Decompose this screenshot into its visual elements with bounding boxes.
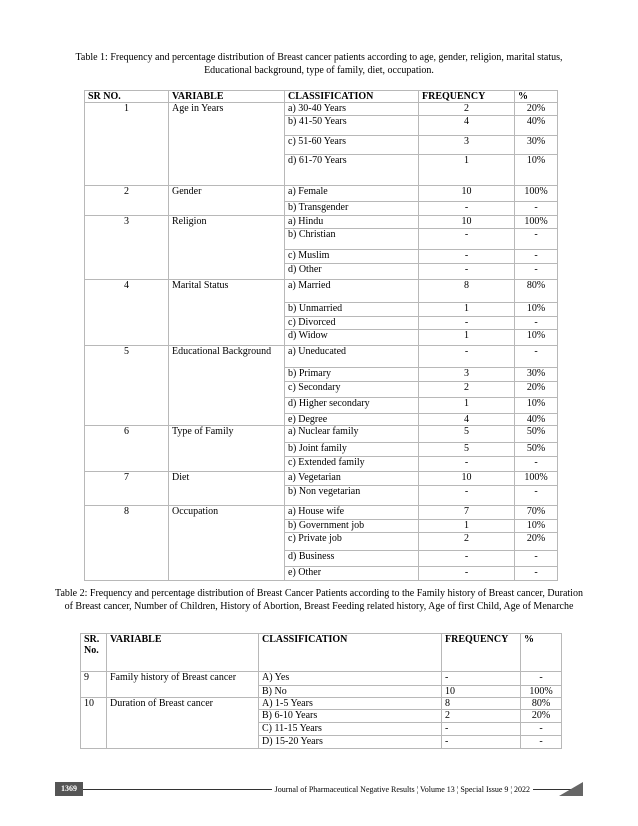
percent-cell: -	[515, 457, 558, 472]
frequency-cell: 4	[419, 414, 515, 426]
percent-cell: 50%	[515, 443, 558, 457]
table1-row	[85, 506, 558, 520]
classification-cell: A) 1-5 Years	[259, 698, 442, 710]
classification-cell: d) 61-70 Years	[285, 155, 419, 186]
variable-cell: Religion	[169, 216, 285, 280]
classification-cell: a) Nuclear family	[285, 426, 419, 443]
table2-row	[81, 698, 562, 710]
classification-cell: a) House wife	[285, 506, 419, 520]
table1-header-percent: %	[515, 91, 558, 103]
classification-cell: c) Secondary	[285, 382, 419, 398]
frequency-cell: -	[419, 346, 515, 368]
frequency-cell: 1	[419, 520, 515, 533]
frequency-cell: 1	[419, 155, 515, 186]
classification-cell: a) Vegetarian	[285, 472, 419, 486]
frequency-cell: 8	[442, 698, 521, 710]
table1-header-classification: CLASSIFICATION	[285, 91, 419, 103]
frequency-cell: 2	[419, 382, 515, 398]
frequency-cell: -	[419, 229, 515, 250]
percent-cell: 100%	[515, 472, 558, 486]
classification-cell: B) 6-10 Years	[259, 710, 442, 723]
sr-no-cell: 2	[85, 186, 169, 216]
classification-cell: d) Business	[285, 551, 419, 567]
variable-cell: Family history of Breast cancer	[107, 672, 259, 698]
classification-cell: a) Hindu	[285, 216, 419, 229]
percent-cell: -	[515, 486, 558, 506]
classification-cell: e) Degree	[285, 414, 419, 426]
frequency-cell: -	[442, 672, 521, 686]
table1-row	[85, 186, 558, 202]
percent-cell: -	[515, 229, 558, 250]
percent-cell: 20%	[515, 103, 558, 116]
percent-cell: 10%	[515, 398, 558, 414]
variable-cell: Age in Years	[169, 103, 285, 186]
classification-cell: b) Primary	[285, 368, 419, 382]
frequency-cell: -	[419, 264, 515, 280]
classification-cell: b) Christian	[285, 229, 419, 250]
percent-cell: -	[521, 723, 562, 736]
percent-cell: 10%	[515, 520, 558, 533]
percent-cell: -	[515, 567, 558, 581]
classification-cell: c) Extended family	[285, 457, 419, 472]
frequency-cell: -	[419, 457, 515, 472]
percent-cell: 20%	[521, 710, 562, 723]
frequency-cell: 1	[419, 303, 515, 317]
frequency-cell: -	[419, 551, 515, 567]
frequency-cell: 10	[419, 472, 515, 486]
frequency-cell: 7	[419, 506, 515, 520]
frequency-cell: 2	[419, 533, 515, 551]
classification-cell: d) Widow	[285, 330, 419, 346]
table1-row	[85, 472, 558, 486]
table1-row	[85, 216, 558, 229]
percent-cell: -	[515, 551, 558, 567]
journal-info: Journal of Pharmaceutical Negative Results ¦ Volume 13 ¦ Special Issue 9 ¦ 2022	[272, 785, 533, 794]
percent-cell: 100%	[521, 686, 562, 698]
frequency-cell: -	[442, 736, 521, 749]
sr-no-cell: 9	[81, 672, 107, 698]
variable-cell: Occupation	[169, 506, 285, 581]
variable-cell: Duration of Breast cancer	[107, 698, 259, 749]
table1-row	[85, 426, 558, 443]
percent-cell: -	[515, 202, 558, 216]
frequency-cell: -	[442, 723, 521, 736]
classification-cell: c) Private job	[285, 533, 419, 551]
classification-cell: c) Muslim	[285, 250, 419, 264]
percent-cell: 40%	[515, 414, 558, 426]
percent-cell: -	[515, 346, 558, 368]
sr-no-cell: 4	[85, 280, 169, 346]
percent-cell: 30%	[515, 368, 558, 382]
frequency-cell: 8	[419, 280, 515, 303]
sr-no-cell: 3	[85, 216, 169, 280]
percent-cell: -	[521, 672, 562, 686]
table1-row	[85, 346, 558, 368]
percent-cell: -	[515, 264, 558, 280]
classification-cell: a) Uneducated	[285, 346, 419, 368]
table2	[80, 633, 562, 749]
table1-header-sr: SR NO.	[85, 91, 169, 103]
classification-cell: b) Government job	[285, 520, 419, 533]
classification-cell: A) Yes	[259, 672, 442, 686]
page-footer	[55, 782, 583, 796]
frequency-cell: -	[419, 202, 515, 216]
table1-header-variable: VARIABLE	[169, 91, 285, 103]
frequency-cell: -	[419, 317, 515, 330]
variable-cell: Gender	[169, 186, 285, 216]
percent-cell: -	[521, 736, 562, 749]
table1-row	[85, 280, 558, 303]
frequency-cell: 4	[419, 116, 515, 136]
sr-no-cell: 10	[81, 698, 107, 749]
table2-caption: Table 2: Frequency and percentage distribution of Breast Cancer Patients according to the Family history of Breast cancer, Duration of Breast cancer, Number of Children, History of Abortion, Breast Feeding related history, Age of first Child, Age of Menarche	[55, 588, 583, 612]
table2-header-classification: CLASSIFICATION	[259, 634, 442, 672]
percent-cell: 10%	[515, 330, 558, 346]
classification-cell: d) Other	[285, 264, 419, 280]
table2-header-variable: VARIABLE	[107, 634, 259, 672]
percent-cell: 100%	[515, 186, 558, 202]
classification-cell: a) Married	[285, 280, 419, 303]
frequency-cell: 10	[442, 686, 521, 698]
percent-cell: 40%	[515, 116, 558, 136]
classification-cell: b) Non vegetarian	[285, 486, 419, 506]
sr-no-cell: 6	[85, 426, 169, 472]
percent-cell: 10%	[515, 155, 558, 186]
classification-cell: e) Other	[285, 567, 419, 581]
percent-cell: 50%	[515, 426, 558, 443]
frequency-cell: 2	[419, 103, 515, 116]
frequency-cell: -	[419, 486, 515, 506]
table2-header-sr: SR. No.	[81, 634, 107, 672]
classification-cell: b) Transgender	[285, 202, 419, 216]
classification-cell: C) 11-15 Years	[259, 723, 442, 736]
percent-cell: 70%	[515, 506, 558, 520]
percent-cell: -	[515, 317, 558, 330]
variable-cell: Type of Family	[169, 426, 285, 472]
classification-cell: B) No	[259, 686, 442, 698]
classification-cell: c) Divorced	[285, 317, 419, 330]
frequency-cell: 5	[419, 443, 515, 457]
variable-cell: Diet	[169, 472, 285, 506]
percent-cell: 30%	[515, 136, 558, 155]
percent-cell: -	[515, 250, 558, 264]
sr-no-cell: 7	[85, 472, 169, 506]
percent-cell: 80%	[515, 280, 558, 303]
sr-no-cell: 5	[85, 346, 169, 426]
frequency-cell: 10	[419, 216, 515, 229]
percent-cell: 100%	[515, 216, 558, 229]
classification-cell: a) Female	[285, 186, 419, 202]
sr-no-cell: 1	[85, 103, 169, 186]
classification-cell: d) Higher secondary	[285, 398, 419, 414]
frequency-cell: -	[419, 250, 515, 264]
table2-header-percent: %	[521, 634, 562, 672]
classification-cell: b) Unmarried	[285, 303, 419, 317]
classification-cell: b) 41-50 Years	[285, 116, 419, 136]
frequency-cell: 2	[442, 710, 521, 723]
frequency-cell: 3	[419, 136, 515, 155]
frequency-cell: 3	[419, 368, 515, 382]
table2-header-frequency: FREQUENCY	[442, 634, 521, 672]
percent-cell: 80%	[521, 698, 562, 710]
classification-cell: c) 51-60 Years	[285, 136, 419, 155]
table1-caption: Table 1: Frequency and percentage distribution of Breast cancer patients according to age, gender, religion, marital status, Educational background, type of family, diet, occupation.	[75, 52, 563, 76]
table1-header-frequency: FREQUENCY	[419, 91, 515, 103]
frequency-cell: 10	[419, 186, 515, 202]
footer-corner-shape	[559, 782, 583, 796]
variable-cell: Marital Status	[169, 280, 285, 346]
sr-no-cell: 8	[85, 506, 169, 581]
classification-cell: a) 30-40 Years	[285, 103, 419, 116]
table2-row	[81, 672, 562, 686]
percent-cell: 20%	[515, 533, 558, 551]
table1-row	[85, 103, 558, 116]
frequency-cell: -	[419, 567, 515, 581]
classification-cell: D) 15-20 Years	[259, 736, 442, 749]
page-number: 1369	[55, 782, 83, 796]
frequency-cell: 1	[419, 330, 515, 346]
frequency-cell: 1	[419, 398, 515, 414]
percent-cell: 10%	[515, 303, 558, 317]
classification-cell: b) Joint family	[285, 443, 419, 457]
variable-cell: Educational Background	[169, 346, 285, 426]
percent-cell: 20%	[515, 382, 558, 398]
frequency-cell: 5	[419, 426, 515, 443]
table1	[84, 90, 558, 581]
